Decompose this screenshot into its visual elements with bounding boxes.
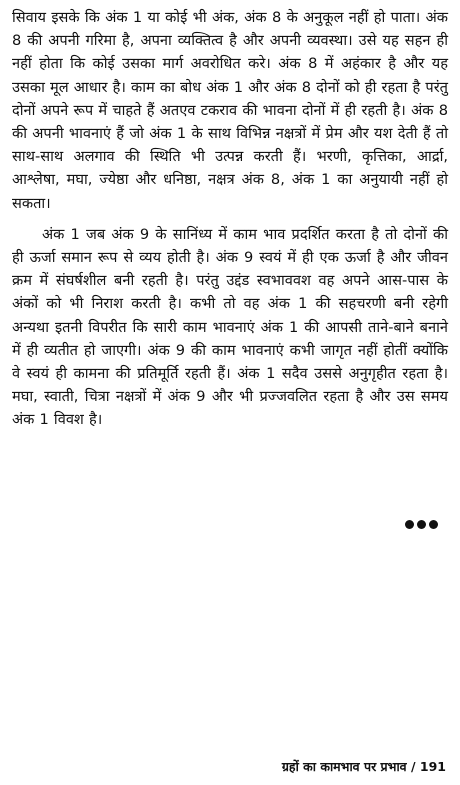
dot-icon [405,520,414,529]
paragraph-1: सिवाय इसके कि अंक 1 या कोई भी अंक, अंक 8 के अनुकूल नहीं हो पाता। अंक 8 की अपनी गरिमा है, अपना व्यक्तित्व है और अपनी व्यवस्था। उसे यह सहन ही नहीं होता कि कोई उसका मार्ग अवरोधित करे। अंक 8 में अहंकार है और यह उसका मूल आधार है। काम का बोध अंक 1 और अंक 8 दोनों को ही रहता है परंतु दोनों अपने रूप में चाहते हैं अतएव टकराव की भावना दोनों में ही रहती है। अंक 8 की अपनी भावनाएं हैं जो अंक 1 के साथ विभिन्न नक्षत्रों में प्रेम और यश देती हैं तो साथ-साथ अलगाव की स्थिति भी उत्पन्न करती हैं। भरणी, कृत्तिका, आर्द्रा, आश्लेषा, मघा, ज्येष्ठा और धनिष्ठा, नक्षत्र अंक 8, अंक 1 का अनुयायी नहीं हो सकता। [12,9,448,212]
dot-icon [417,520,426,529]
paragraph-2: अंक 1 जब अंक 9 के सानिंध्य में काम भाव प्रदर्शित करता है तो दोनों की ही ऊर्जा समान रूप से व्यय होती है। अंक 9 स्वयं में ही एक ऊर्जा है और जीवन क्रम में संघर्षशील बनी रहती है। परंतु उद्दंड स्वभाववश वह अपने आस-पास के अंकों को भी निराश करती है। कभी तो वह अंक 1 की सहचरणी बनी रहेगी अन्यथा इतनी विपरीत कि सारी काम भावनाएं अंक 1 की आपसी ताने-बाने बनाने में ही व्यतीत हो जाएगी। अंक 9 की काम भावनाएं कभी जागृत नहीं होतीं क्योंकि वे स्वयं ही कामना की प्रतिमूर्ति रहती हैं। अंक 1 सदैव उससे अनुगृहीत रहता है। मघा, स्वाती, चित्रा नक्षत्रों में अंक 9 और भी प्रज्जवलित रहता है और उस समय अंक 1 विवश है। [12,225,448,429]
dot-icon [429,520,438,529]
section-end-dots-icon [405,520,438,529]
page-footer-running-title: ग्रहों का कामभाव पर प्रभाव / 191 [281,759,446,774]
